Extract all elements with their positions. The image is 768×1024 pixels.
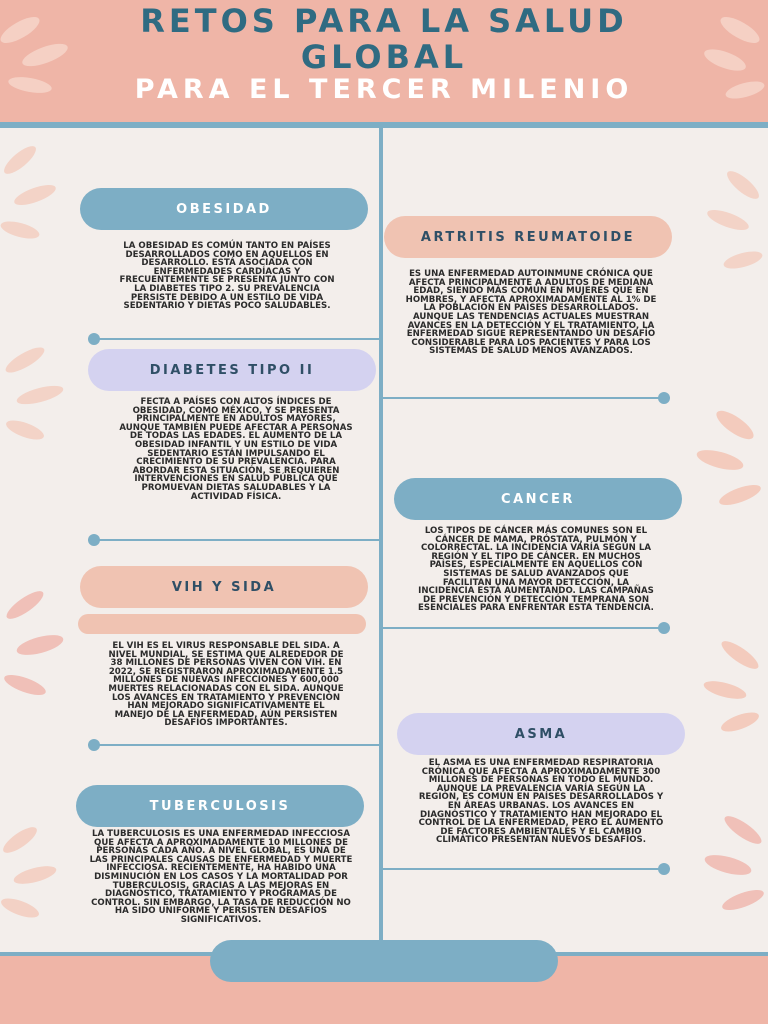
- section-title-cancer: CANCER: [394, 478, 682, 520]
- timeline-dot: [88, 333, 100, 345]
- leaf-decoration-icon: [0, 820, 70, 930]
- timeline-connector: [92, 744, 380, 746]
- timeline-line: [379, 128, 383, 940]
- timeline-dot: [88, 534, 100, 546]
- section-text-tuberculosis: LA TUBERCULOSIS ES UNA ENFERMEDAD INFECCIOSA QUE AFECTA A APROXIMADAMENTE 10 MILLONES DE PERSONAS CADA AÑO. A NIVEL GLOBAL, ES UNA DE LAS PRINCIPALES CAUSAS DE ENFERMEDAD Y MUERTE INFECCIOSA. RECIENTEMENTE, HA HABIDO UNA DISMINUCIÓN EN LOS CASOS Y LA MORTALIDAD POR TUBERCULOSIS, GRACIAS A LAS MEJORAS EN DIAGNÓSTICO, TRATAMIENTO Y PROGRAMAS DE CONTROL. SIN EMBARGO, LA TASA DE REDUCCIÓN NO HA SIDO UNIFORME Y PERSISTEN DESAFÍOS SIGNIFICATIVOS.: [89, 829, 353, 925]
- leaf-decoration-icon: [0, 580, 80, 710]
- timeline-connector: [382, 627, 662, 629]
- header-banner: [0, 0, 768, 122]
- timeline-dot: [658, 863, 670, 875]
- section-title-asma: ASMA: [397, 713, 685, 755]
- section-title-diabetes: DIABETES TIPO II: [88, 349, 376, 391]
- section-text-diabetes: FECTA A PAÍSES CON ALTOS ÍNDICES DE OBESIDAD, COMO MÉXICO, Y SE PRESENTA PRINCIPALMENTE EN ADULTOS MAYORES, AUNQUE TAMBIÉN PUEDE AFECTAR A PERSONAS DE TODAS LAS EDADES. EL AUMENTO DE LA OBESIDAD INFANTIL Y UN ESTILO DE VIDA SEDENTARIO ESTÁN IMPULSANDO EL CRECIMIENTO DE SU PREVALENCIA. PARA ABORDAR ESTA SITUACIÓN, SE REQUIEREN INTERVENCIONES EN SALUD PÚBLICA QUE PROMUEVAN DIETAS SALUDABLES Y LA ACTIVIDAD FÍSICA.: [119, 397, 353, 502]
- timeline-connector: [382, 397, 662, 399]
- leaf-decoration-icon: [688, 165, 768, 285]
- section-text-asma: EL ASMA ES UNA ENFERMEDAD RESPIRATORIA CRÓNICA QUE AFECTA A APROXIMADAMENTE 300 MILLONES DE PERSONAS EN TODO EL MUNDO. AUNQUE LA PREVALENCIA VARÍA SEGÚN LA REGIÓN, ES COMÚN EN PAÍSES DESARROLLADOS Y EN ÁREAS URBANAS. LOS AVANCES EN DIAGNÓSTICO Y TRATAMIENTO HAN MEJORADO EL CONTROL DE LA ENFERMEDAD, PERO EL AUMENTO DE FACTORES AMBIENTALES Y EL CAMBIO CLIMÁTICO PRESENTAN NUEVOS DESAFÍOS.: [418, 758, 664, 846]
- decorative-bar: [78, 614, 366, 634]
- leaf-decoration-icon: [0, 140, 70, 250]
- leaf-decoration-icon: [688, 810, 768, 920]
- page-subtitle: PARA EL TERCER MILENIO: [134, 74, 634, 105]
- section-text-vih: EL VIH ES EL VIRUS RESPONSABLE DEL SIDA. A NIVEL MUNDIAL, SE ESTIMA QUE ALREDEDOR DE 38 MILLONES DE PERSONAS VIVEN CON VIH. EN 2022, SE REGISTRARON APROXIMADAMENTE 1.5 MILLONES DE NUEVAS INFECCIONES Y 600,000 MUERTES RELACIONADAS CON EL SIDA. AUNQUE LOS AVANCES EN TRATAMIENTO Y PREVENCIÓN HAN MEJORADO SIGNIFICATIVAMENTE EL MANEJO DE LA ENFERMEDAD, AÚN PERSISTEN DESAFÍOS IMPORTANTES.: [108, 641, 344, 729]
- section-text-cancer: LOS TIPOS DE CÁNCER MÁS COMUNES SON EL CÁNCER DE MAMA, PRÓSTATA, PULMÓN Y COLORRECTAL. LA INCIDENCIA VARÍA SEGÚN LA REGIÓN Y EL TIPO DE CÁNCER. EN MUCHOS PAÍSES, ESPECIALMENTE EN AQUELLOS CON SISTEMAS DE SALUD AVANZADOS QUE FACILITAN UNA MAYOR DETECCIÓN, LA INCIDENCIA ESTÁ AUMENTANDO. LAS CAMPAÑAS DE PREVENCIÓN Y DETECCIÓN TEMPRANA SON ESENCIALES PARA ENFRENTAR ESTA TENDENCIA.: [418, 526, 654, 614]
- timeline-connector: [92, 338, 380, 340]
- section-title-obesidad: OBESIDAD: [80, 188, 368, 230]
- section-title-tuberculosis: TUBERCULOSIS: [76, 785, 364, 827]
- section-text-artritis: ES UNA ENFERMEDAD AUTOINMUNE CRÓNICA QUE AFECTA PRINCIPALMENTE A ADULTOS DE MEDIANA EDAD, SIENDO MÁS COMÚN EN MUJERES QUE EN HOMBRES, Y AFECTA APROXIMADAMENTE AL 1% DE LA POBLACIÓN EN PAÍSES DESARROLLADOS. AUNQUE LAS TENDENCIAS ACTUALES MUESTRAN AVANCES EN LA DETECCIÓN Y EL TRATAMIENTO, LA ENFERMEDAD SIGUE REPRESENTANDO UN DESAFÍO CONSIDERABLE PARA LOS PACIENTES Y PARA LOS SISTEMAS DE SALUD MENOS AVANZADOS.: [405, 269, 657, 357]
- timeline-connector: [382, 868, 662, 870]
- footer-pill: [210, 940, 558, 982]
- leaf-decoration-icon: [690, 0, 768, 110]
- section-title-vih: VIH Y SIDA: [80, 566, 368, 608]
- leaf-decoration-icon: [690, 630, 768, 740]
- timeline-dot: [658, 392, 670, 404]
- section-text-obesidad: LA OBESIDAD ES COMÚN TANTO EN PAÍSES DESARROLLADOS COMO EN AQUELLOS EN DESARROLLO. ESTÁ ASOCIADA CON ENFERMEDADES CARDÍACAS Y FRECUENTEMENTE SE PRESENTA JUNTO CON LA DIABETES TIPO 2. SU PREVALENCIA PERSISTE DEBIDO A UN ESTILO DE VIDA SEDENTARIO Y DIETAS POCO SALUDABLES.: [119, 241, 335, 312]
- timeline-connector: [92, 539, 380, 541]
- page-title-line-1: RETOS PARA LA SALUD: [140, 2, 628, 40]
- timeline-dot: [658, 622, 670, 634]
- leaf-decoration-icon: [0, 0, 90, 110]
- leaf-decoration-icon: [680, 400, 768, 520]
- timeline-dot: [88, 739, 100, 751]
- header-divider: [0, 122, 768, 128]
- page-title-line-2: GLOBAL: [300, 38, 468, 76]
- leaf-decoration-icon: [0, 340, 80, 450]
- section-title-artritis: ARTRITIS REUMATOIDE: [384, 216, 672, 258]
